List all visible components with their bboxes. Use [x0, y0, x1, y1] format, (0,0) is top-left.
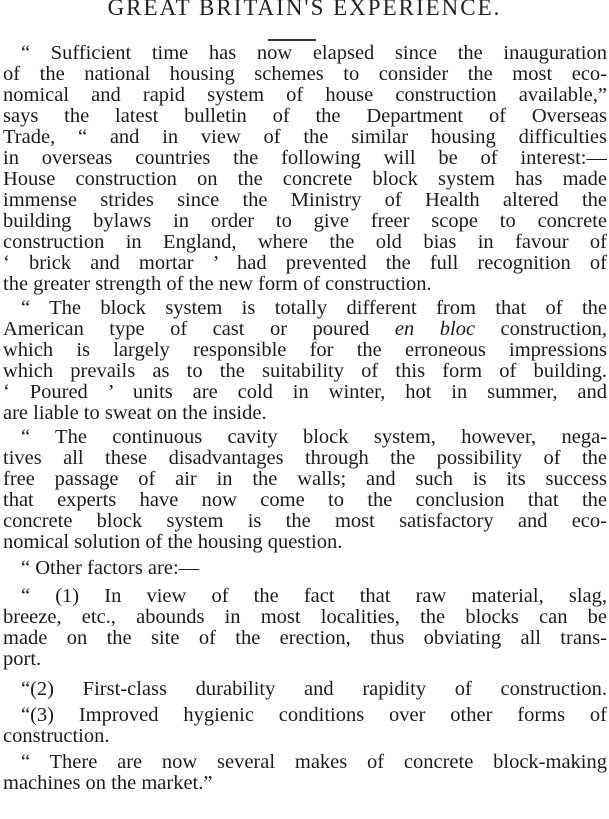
body-line: House construction on the concrete block system has made	[3, 168, 607, 190]
body-line: ‘ brick and mortar ’ had prevented the full recognition of	[3, 252, 607, 274]
body-line: “(3) Improved hygienic conditions over other forms of	[21, 704, 607, 726]
body-line: tives all these disadvantages through the possibility of the	[3, 447, 607, 469]
article-heading: GREAT BRITAIN'S EXPERIENCE.	[107, 0, 502, 20]
body-line: Trade, “ and in view of the similar housing difficulties	[3, 126, 607, 148]
body-line: “ (1) In view of the fact that raw material, slag,	[21, 585, 607, 607]
body-line: made on the site of the erection, thus obviating all trans-	[3, 627, 607, 649]
body-line: says the latest bulletin of the Department of Overseas	[3, 105, 607, 127]
italic-phrase: en bloc	[394, 318, 476, 340]
body-line: “ Sufficient time has now elapsed since the inauguration	[21, 42, 607, 64]
body-line: nomical and rapid system of house construction available,”	[3, 84, 607, 106]
body-line: are liable to sweat on the inside.	[3, 402, 267, 424]
body-line: concrete block system is the most satisfactory and eco-	[3, 510, 607, 532]
body-line: “ The continuous cavity block system, however, nega-	[21, 426, 607, 448]
body-line: which is largely responsible for the erroneous impressions	[3, 339, 607, 361]
body-line: “ There are now several makes of concrete block-making	[21, 751, 607, 773]
body-line: nomical solution of the housing question.	[3, 531, 343, 553]
heading-rule	[268, 39, 316, 41]
body-line: in overseas countries the following will be of interest:—	[3, 147, 607, 169]
body-line: “ Other factors are:—	[21, 557, 200, 579]
body-line: of the national housing schemes to consider the most eco-	[3, 63, 607, 85]
body-line: “(2) First-class durability and rapidity of construction.	[21, 678, 607, 700]
body-line: construction in England, where the old bias in favour of	[3, 231, 607, 253]
body-line: construction.	[3, 725, 110, 747]
body-line: machines on the market.”	[3, 772, 213, 794]
body-line: building bylaws in order to give freer scope to concrete	[3, 210, 607, 232]
body-line: immense strides since the Ministry of Health altered the	[3, 189, 607, 211]
body-line: “ The block system is totally different from that of the	[21, 297, 607, 319]
body-line: ‘ Poured ’ units are cold in winter, hot in summer, and	[3, 381, 607, 403]
body-line: American type of cast or poured en bloc construction,	[3, 318, 607, 340]
body-line: free passage of air in the walls; and such is its success	[3, 468, 607, 490]
body-line: that experts have now come to the conclusion that the	[3, 489, 607, 511]
body-line: which prevails as to the suitability of this form of building.	[3, 360, 607, 382]
body-line: port.	[3, 648, 42, 670]
body-line: breeze, etc., abounds in most localities, the blocks can be	[3, 606, 607, 628]
body-line: the greater strength of the new form of construction.	[3, 273, 432, 295]
